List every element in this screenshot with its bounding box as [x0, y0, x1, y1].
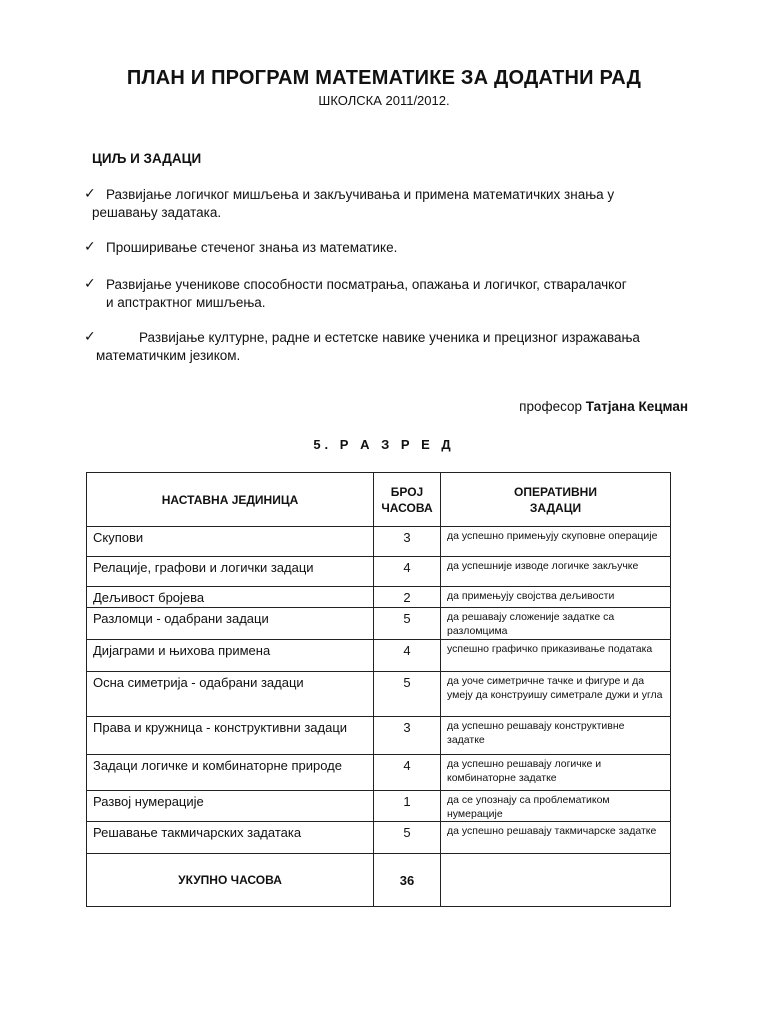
goal-item-2-line1: Проширивање стеченог знања из математике. [106, 240, 398, 255]
table-row [87, 640, 671, 672]
unit-cell: Разломци - одабрани задаци [87, 608, 374, 640]
header-tasks [441, 473, 671, 527]
task-cell: да примењују својства дељивости [441, 587, 671, 608]
unit-cell: Развој нумерације [87, 791, 374, 822]
goal-item-4-line1: Развијање културне, радне и естетске навике ученика и прецизног изражавања [139, 330, 640, 345]
goals-heading: ЦИЉ И ЗАДАЦИ [92, 151, 202, 166]
table-total-row [87, 854, 671, 907]
hours-cell: 5 [374, 672, 441, 717]
curriculum-table [86, 472, 671, 907]
total-hours: 36 [374, 854, 441, 907]
header-hours [374, 473, 441, 527]
checkmark-icon: ✓ [84, 185, 96, 201]
table-header-row [87, 473, 671, 527]
unit-cell: Дељивост бројева [87, 587, 374, 608]
task-cell: да уоче симетричне тачке и фигуре и да умеју да конструишу симетрале дужи и угла [441, 672, 671, 717]
hours-cell: 3 [374, 717, 441, 755]
hours-cell: 3 [374, 527, 441, 557]
unit-cell: Решавање такмичарских задатака [87, 822, 374, 854]
unit-cell: Права и кружница - конструктивни задаци [87, 717, 374, 755]
hours-cell: 4 [374, 557, 441, 587]
table-row [87, 587, 671, 608]
header-tasks-line1: ОПЕРАТИВНИ [514, 484, 597, 499]
table-row [87, 672, 671, 717]
unit-cell: Скупови [87, 527, 374, 557]
task-cell: да успешно решавају логичке и комбинаторне задатке [441, 755, 671, 791]
task-cell: да решавају сложеније задатке са разломцима [441, 608, 671, 640]
task-cell: да успешно решавају конструктивне задатке [441, 717, 671, 755]
table-row [87, 557, 671, 587]
goal-item-3-line1: Развијање ученикове способности посматрања, опажања и логичког, стваралачког [106, 277, 627, 292]
total-label: УКУПНО ЧАСОВА [87, 854, 374, 907]
unit-cell: Дијаграми и њихова примена [87, 640, 374, 672]
goal-item-3-line2: и апстрактног мишљења. [106, 295, 266, 310]
hours-cell: 4 [374, 640, 441, 672]
task-cell: да успешно примењују скуповне операције [441, 527, 671, 557]
task-cell: да се упознају са проблематиком нумерације [441, 791, 671, 822]
hours-cell: 2 [374, 587, 441, 608]
checkmark-icon: ✓ [84, 275, 96, 291]
table-row [87, 608, 671, 640]
school-year: ШКОЛСКА 2011/2012. [318, 93, 450, 108]
header-unit: НАСТАВНА ЈЕДИНИЦА [87, 473, 374, 527]
hours-cell: 4 [374, 755, 441, 791]
goal-item-1-line2: решавању задатака. [92, 205, 222, 220]
unit-cell: Задаци логичке и комбинаторне природе [87, 755, 374, 791]
goal-item-1-line1: Развијање логичког мишљења и закључивања и примена математичких знања у [106, 187, 615, 202]
checkmark-icon: ✓ [84, 328, 96, 344]
hours-cell: 1 [374, 791, 441, 822]
teacher-name: Татјана Кецман [585, 399, 688, 414]
grade-heading: 5. Р А З Р Е Д [313, 437, 455, 452]
header-tasks-line2: ЗАДАЦИ [529, 500, 582, 515]
teacher-signature [519, 399, 688, 414]
table-row [87, 717, 671, 755]
task-cell: успешно графичко приказивање података [441, 640, 671, 672]
table-row [87, 527, 671, 557]
total-task-cell [441, 854, 671, 907]
hours-cell: 5 [374, 822, 441, 854]
task-cell: да успешно решавају такмичарске задатке [441, 822, 671, 854]
table-row [87, 822, 671, 854]
task-cell: да успешније изводе логичке закључке [441, 557, 671, 587]
goal-item-4-line2: математичким језиком. [96, 348, 241, 363]
table-row [87, 791, 671, 822]
teacher-role: професор [519, 399, 582, 414]
header-hours-line2: ЧАСОВА [381, 500, 433, 515]
hours-cell: 5 [374, 608, 441, 640]
unit-cell: Релације, графови и логички задаци [87, 557, 374, 587]
table-row [87, 755, 671, 791]
checkmark-icon: ✓ [84, 238, 96, 254]
document-title: ПЛАН И ПРОГРАМ МАТЕМАТИКЕ ЗА ДОДАТНИ РАД [126, 67, 642, 89]
header-hours-line1: БРОЈ [390, 484, 424, 499]
unit-cell: Осна симетрија - одабрани задаци [87, 672, 374, 717]
